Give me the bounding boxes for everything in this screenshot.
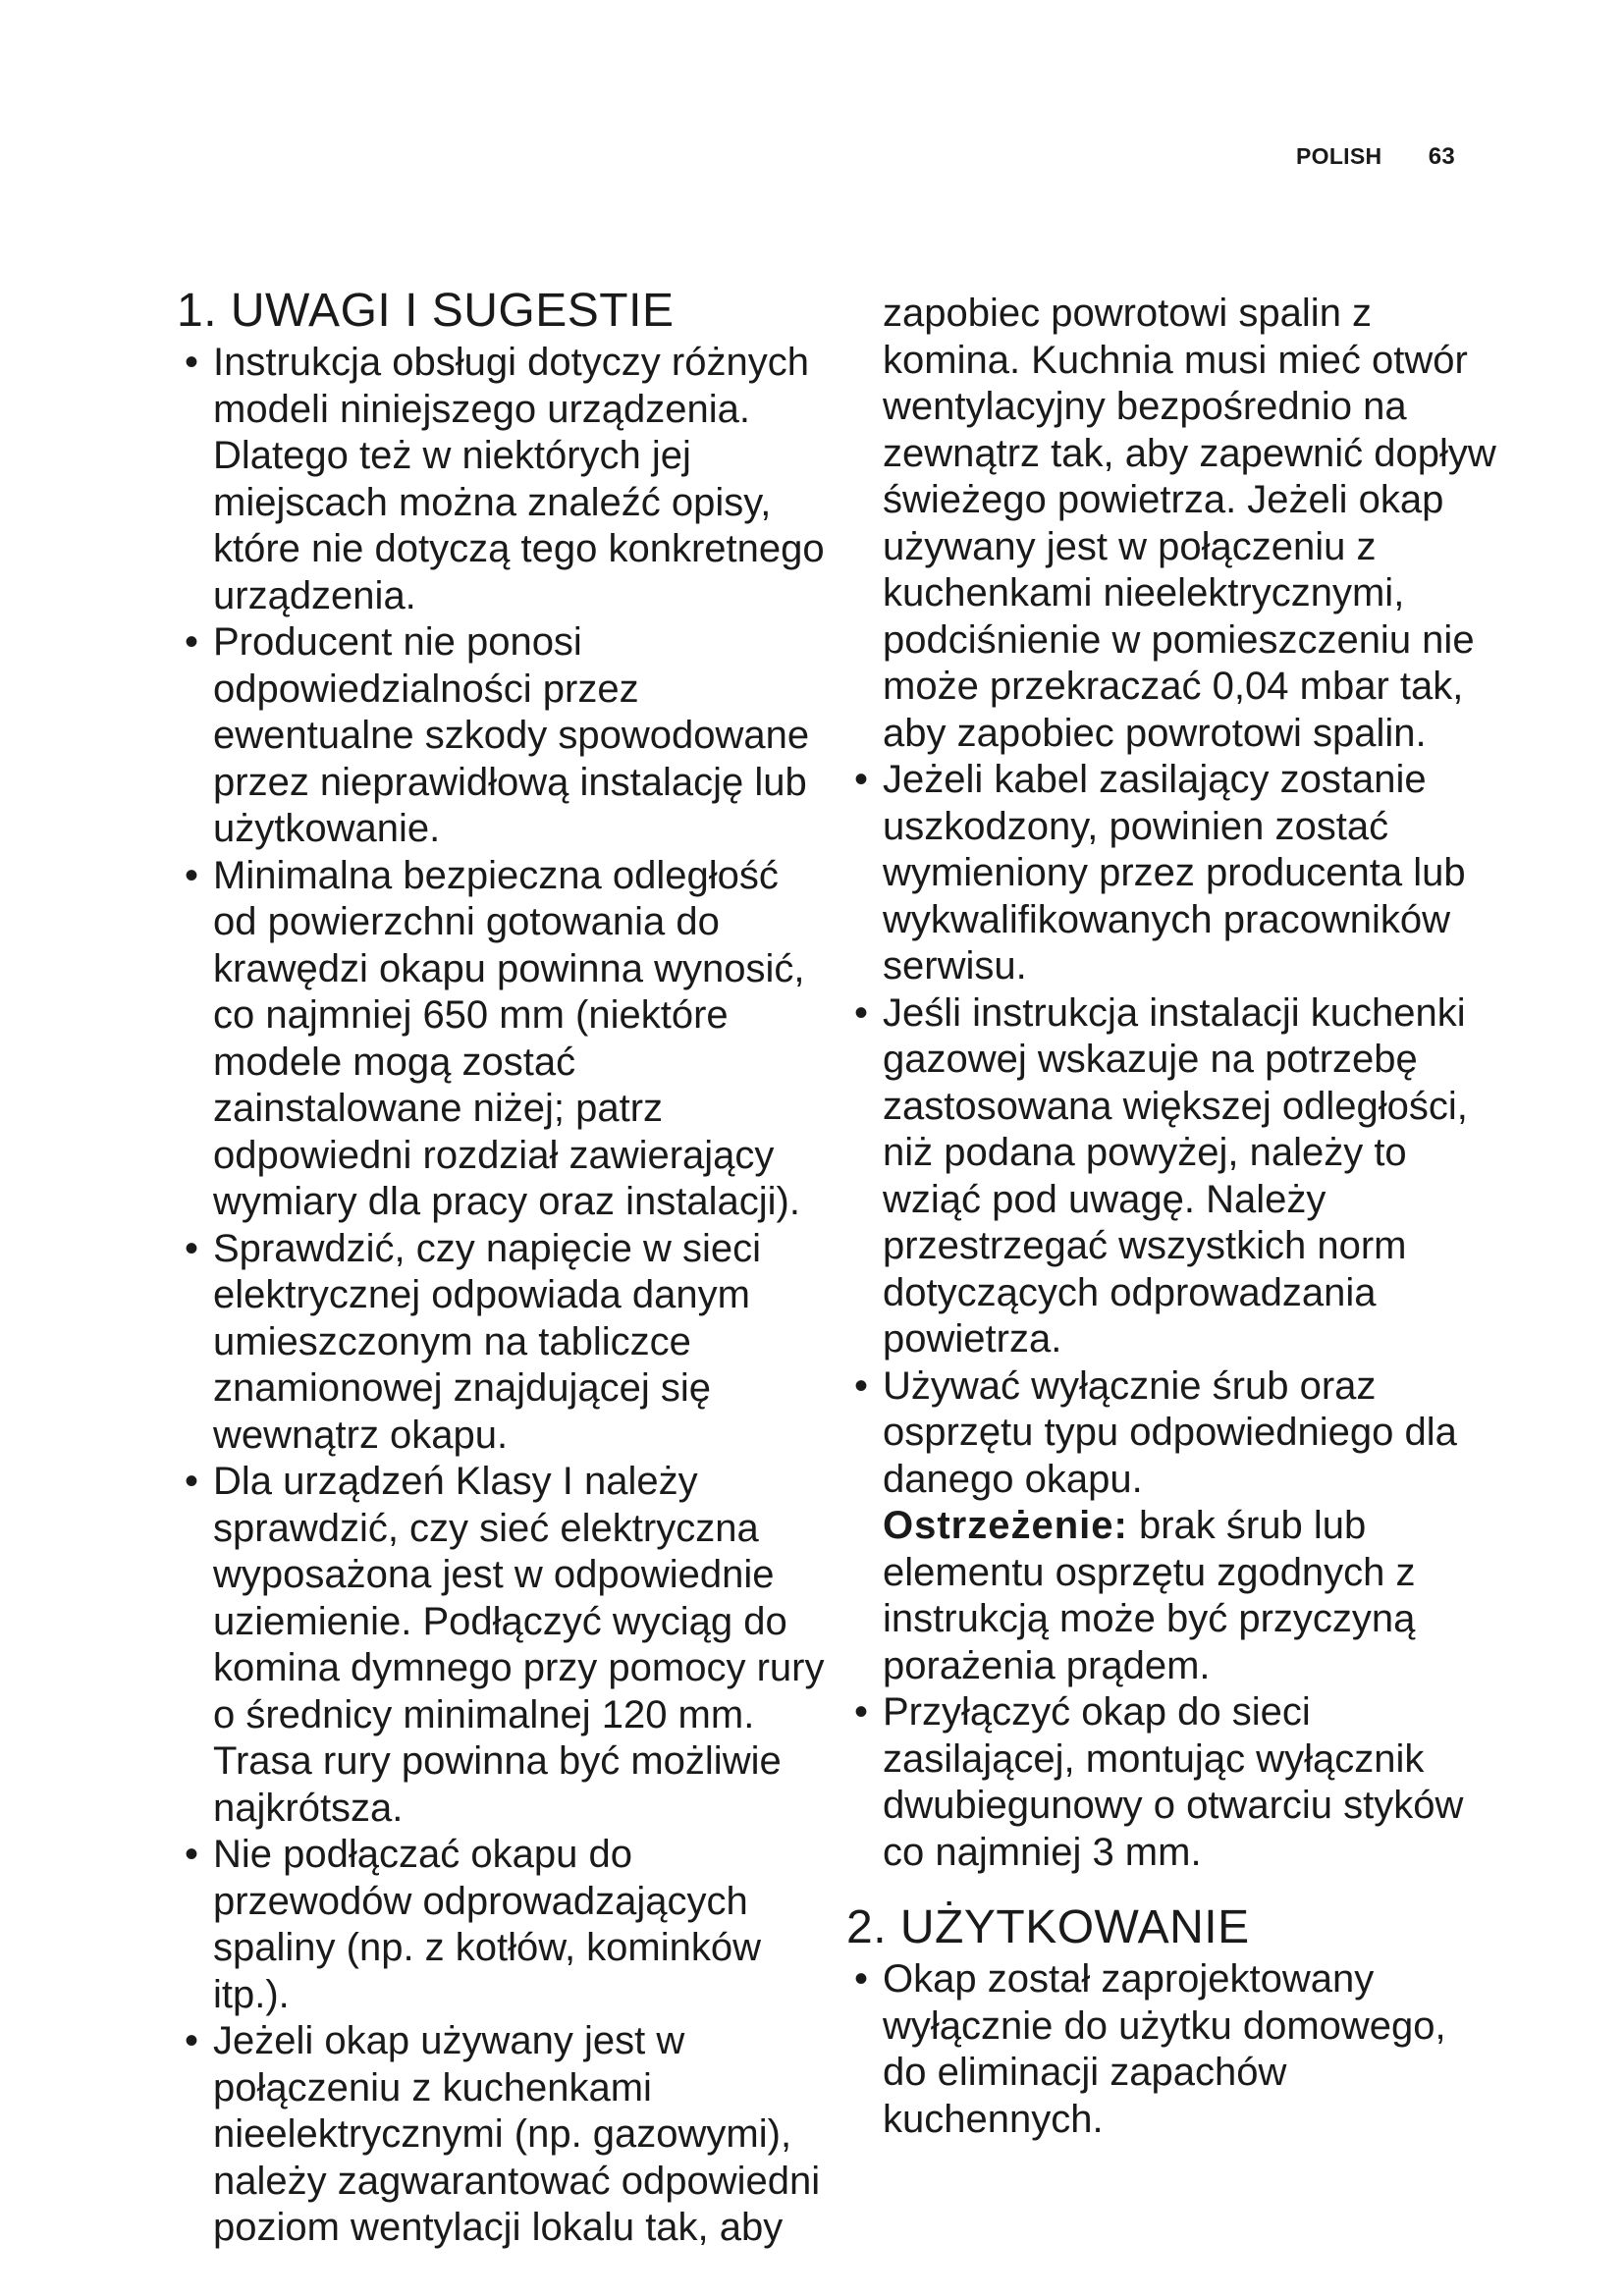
section-1-title: 1. UWAGI I SUGESTIE — [177, 285, 675, 337]
list-item: • Używać wyłącznie śrub oraz osprzętu typu odpowiedniego dla danego okapu. Ostrzeżenie: brak śrub lub elementu osprzętu zgodnych z instrukcją może być przyczyną porażenia prądem. — [846, 1363, 1496, 1690]
list-item: • Instrukcja obsługi dotyczy różnych modeli niniejszego urządzenia. Dlatego też w niektórych jej miejscach można znaleźć opisy, które nie dotyczą tego konkretnego urządzenia. — [185, 341, 825, 617]
section-1-list-continued — [846, 757, 1496, 1876]
bullet-icon: • — [854, 990, 869, 1035]
bullet-icon: • — [185, 1226, 199, 1270]
warning-note — [883, 1503, 1496, 1689]
continued-paragraph: zapobiec powrotowi spalin z komina. Kuchnia musi mieć otwór wentylacyjny bezpośrednio na zewnątrz tak, aby zapewnić dopływ świeżego powietrza. Jeżeli okap używany jest w połączeniu z kuchenkami nieelektrycznymi, podciśnienie w pomieszczeniu nie może przekraczać 0,04 mbar tak, aby zapobiec powrotowi spalin. — [883, 292, 1496, 755]
section-1-list — [177, 340, 827, 2252]
warning-text: brak śrub lub elementu osprzętu zgodnych z instrukcją może być przyczyną porażenia prądem. — [883, 1504, 1416, 1687]
header-language: POLISH — [1296, 143, 1382, 169]
right-column — [846, 291, 1496, 2143]
list-item: • Producent nie ponosi odpowiedzialności przez ewentualne szkody spowodowane przez nieprawidłową instalację lub użytkowanie. — [185, 620, 810, 850]
warning-label: Ostrzeżenie: — [883, 1504, 1128, 1547]
list-item: • Jeżeli okap używany jest w połączeniu z kuchenkami nieelektrycznymi (np. gazowymi), należy zagwarantować odpowiedni poziom wentylacji lokalu tak, aby — [185, 2019, 821, 2249]
list-item: • Jeżeli kabel zasilający zostanie uszkodzony, powinien zostać wymieniony przez producenta lub wykwalifikowanych pracowników serwisu. — [854, 758, 1466, 988]
bullet-icon: • — [854, 758, 869, 801]
list-item: • Okap został zaprojektowany wyłącznie do użytku domowego, do eliminacji zapachów kuchennych. — [854, 1957, 1446, 2141]
bullet-icon: • — [185, 853, 199, 897]
section-2-list — [846, 1956, 1496, 2143]
list-item: • Sprawdzić, czy napięcie w sieci elektrycznej odpowiada danym umieszczonym na tabliczce znamionowej znajdującej się wewnątrz okapu. — [185, 1226, 761, 1457]
page-number: 63 — [1428, 143, 1455, 170]
list-item: • Minimalna bezpieczna odległość od powierzchni gotowania do krawędzi okapu powinna wynosić, co najmniej 650 mm (niektóre modele mogą zostać zainstalowane niżej; patrz odpowiedni rozdział zawierający wymiary dla pracy oraz instalacji). — [185, 853, 805, 1223]
bullet-icon: • — [185, 1833, 199, 1876]
section-2-title: 2. UŻYTKOWANIE — [846, 1901, 1250, 1953]
bullet-icon: • — [854, 1363, 869, 1408]
bullet-icon: • — [854, 1690, 869, 1734]
left-column — [177, 285, 827, 2252]
page-header — [1296, 143, 1455, 171]
bullet-icon: • — [185, 1460, 199, 1503]
bullet-icon: • — [854, 1957, 869, 2001]
bullet-icon: • — [185, 2019, 199, 2062]
list-item: • Jeśli instrukcja instalacji kuchenki gazowej wskazuje na potrzebę zastosowana większej odległości, niż podana powyżej, należy to wziąć pod uwagę. Należy przestrzegać wszystkich norm dotyczących odprowadzania powietrza. — [854, 990, 1468, 1361]
bullet-icon: • — [185, 620, 199, 664]
list-item: • Przyłączyć okap do sieci zasilającej, montując wyłącznik dwubiegunowy o otwarciu styków co najmniej 3 mm. — [854, 1690, 1464, 1874]
bullet-icon: • — [185, 341, 199, 384]
list-item: • Dla urządzeń Klasy I należy sprawdzić, czy sieć elektryczna wyposażona jest w odpowiednie uziemienie. Podłączyć wyciąg do komina dymnego przy pomocy rury o średnicy minimalnej 120 mm. Trasa rury powinna być możliwie najkrótsza. — [185, 1460, 825, 1830]
list-item: • Nie podłączać okapu do przewodów odprowadzających spaliny (np. z kotłów, kominków itp.). — [185, 1833, 762, 2016]
